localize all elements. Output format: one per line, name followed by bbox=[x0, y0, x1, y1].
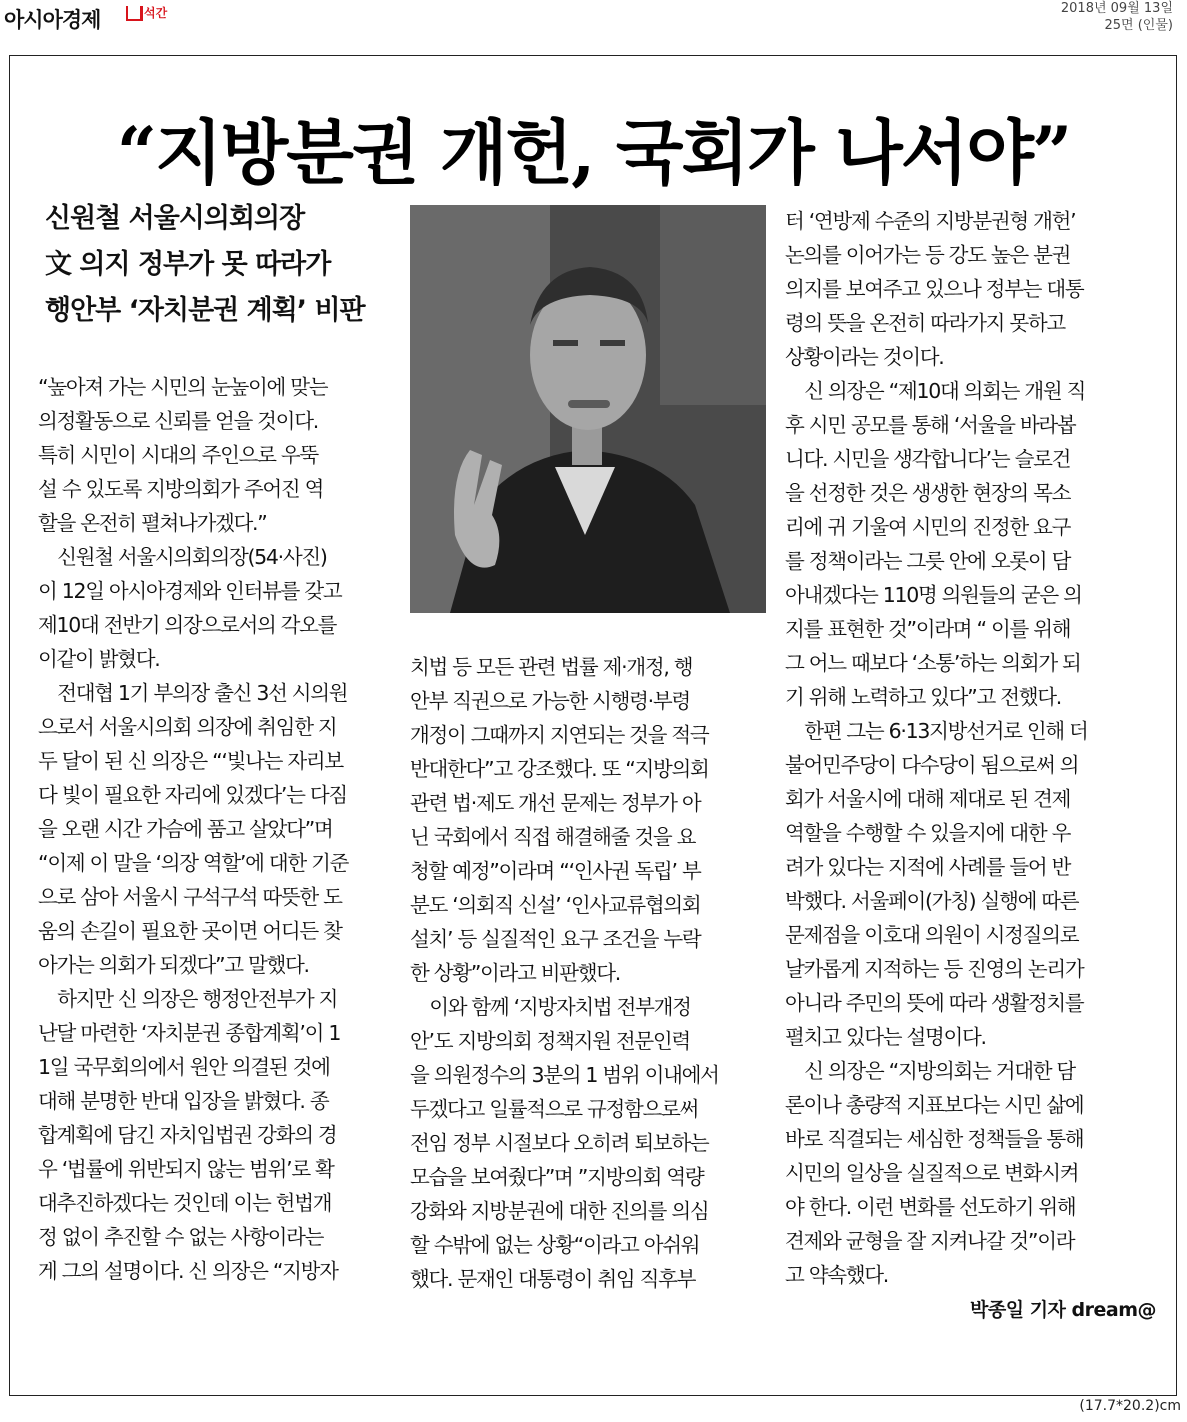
article-line: 한편 그는 6·13지방선거로 인해 더 bbox=[785, 719, 1088, 743]
article-line: 려가 있다는 지적에 사례를 들어 반 bbox=[785, 855, 1071, 879]
article-line: 을 선정한 것은 생생한 현장의 목소 bbox=[785, 481, 1071, 505]
article-line: 움의 손길이 필요한 곳이면 어디든 찾 bbox=[38, 919, 342, 943]
article-line: 의지를 보여주고 있으나 정부는 대통 bbox=[785, 277, 1084, 301]
article-line: 하지만 신 의장은 행정안전부가 지 bbox=[38, 987, 338, 1011]
article-line: 대추진하겠다는 것인데 이는 헌법개 bbox=[38, 1191, 332, 1215]
subheadlines bbox=[45, 196, 405, 334]
subheadline: 신원철 서울시의회의장 bbox=[45, 203, 305, 234]
article-line: 아가는 의회가 되겠다”고 말했다. bbox=[38, 953, 309, 977]
subheadline: 文 의지 정부가 못 따라가 bbox=[45, 249, 331, 280]
article-line: 합계획에 담긴 자치입법권 강화의 경 bbox=[38, 1123, 337, 1147]
interview-photo bbox=[410, 205, 766, 613]
article-line: 바로 직결되는 세심한 정책들을 통해 bbox=[785, 1127, 1084, 1151]
article-line: 논의를 이어가는 등 강도 높은 분권 bbox=[785, 243, 1071, 267]
article-line: 기 위해 노력하고 있다”고 전했다. bbox=[785, 685, 1061, 709]
masthead bbox=[2, 0, 1185, 34]
article-line: 불어민주당이 다수당이 됨으로써 의 bbox=[785, 753, 1079, 777]
article-line: 으로서 서울시의회 의장에 취임한 지 bbox=[38, 715, 337, 739]
article-line: 이와 함께 ‘지방자치법 전부개정 bbox=[410, 995, 691, 1019]
article-line: 그 어느 때보다 ‘소통’하는 의회가 되 bbox=[785, 651, 1081, 675]
article-line: 문제점을 이호대 의원이 시정질의로 bbox=[785, 923, 1079, 947]
article-line: 개정이 그때까지 지연되는 것을 적극 bbox=[410, 723, 709, 747]
article-line: 을 오랜 시간 가슴에 품고 살았다”며 bbox=[38, 817, 333, 841]
article-line: 고 약속했다. bbox=[785, 1263, 888, 1287]
article-line: 신 의장은 “지방의회는 거대한 담 bbox=[785, 1059, 1075, 1083]
article-line: 설 수 있도록 지방의회가 주어진 역 bbox=[38, 477, 324, 501]
article-line: 닌 국회에서 직접 해결해줄 것을 요 bbox=[410, 825, 696, 849]
article-column-2 bbox=[410, 650, 772, 1296]
article-line: 1일 국무회의에서 원안 의결된 것에 bbox=[38, 1055, 330, 1079]
article-line: 모습을 보여줬다”며 ”지방의회 역량 bbox=[410, 1165, 704, 1189]
article-line: 두 달이 된 신 의장은 “‘빛나는 자리보 bbox=[38, 749, 343, 773]
article-line: 날카롭게 지적하는 등 진영의 논리가 bbox=[785, 957, 1084, 981]
newspaper-logo: 아시아경제 bbox=[4, 8, 101, 32]
article-line: 전임 정부 시절보다 오히려 퇴보하는 bbox=[410, 1131, 709, 1155]
article-line: 전대협 1기 부의장 출신 3선 시의원 bbox=[38, 681, 348, 705]
article-line: 을 의원정수의 3분의 1 범위 이내에서 bbox=[410, 1063, 719, 1087]
article-line: 역할을 수행할 수 있을지에 대한 우 bbox=[785, 821, 1071, 845]
article-line: 두겠다고 일률적으로 규정함으로써 bbox=[410, 1097, 698, 1121]
article-line: 신 의장은 “제10대 의회는 개원 직 bbox=[785, 379, 1086, 403]
article-line: 펼치고 있다는 설명이다. bbox=[785, 1025, 986, 1049]
article-line: 우 ‘법률에 위반되지 않는 범위’로 확 bbox=[38, 1157, 334, 1181]
article-line: 안’도 지방의회 정책지원 전문인력 bbox=[410, 1029, 690, 1053]
article-column-1 bbox=[38, 370, 398, 1288]
article-column-3 bbox=[785, 204, 1149, 1292]
article-line: 특히 시민이 시대의 주인으로 우뚝 bbox=[38, 443, 318, 467]
publication-info bbox=[1061, 0, 1173, 34]
article-line: 의정활동으로 신뢰를 얻을 것이다. bbox=[38, 409, 318, 433]
article-line: 정 없이 추진할 수 없는 사항이라는 bbox=[38, 1225, 324, 1249]
article-line: 아내겠다는 110명 의원들의 굳은 의 bbox=[785, 583, 1082, 607]
byline: 박종일 기자 dream@ bbox=[970, 1299, 1156, 1321]
article-line: 안부 직권으로 가능한 시행령·부령 bbox=[410, 689, 690, 713]
article-line: 터 ‘연방제 수준의 지방분권형 개헌’ bbox=[785, 209, 1076, 233]
article-line: 할을 온전히 펼쳐나가겠다.” bbox=[38, 511, 267, 535]
headline: “지방분권 개헌, 국회가 나서야” bbox=[116, 111, 1071, 194]
article-line: 이 12일 아시아경제와 인터뷰를 갖고 bbox=[38, 579, 342, 603]
edition-label: 석간 bbox=[144, 6, 168, 20]
article-line: 아니라 주민의 뜻에 따라 생활정치를 bbox=[785, 991, 1084, 1015]
article-line: “높아져 가는 시민의 눈높이에 맞는 bbox=[38, 375, 328, 399]
edition-mark-icon bbox=[126, 6, 143, 21]
article-line: 이같이 밝혔다. bbox=[38, 647, 160, 671]
article-line: “이제 이 말을 ‘의장 역할’에 대한 기준 bbox=[38, 851, 349, 875]
article-line: 게 그의 설명이다. 신 의장은 “지방자 bbox=[38, 1259, 338, 1283]
article-line: 회가 서울시에 대해 제대로 된 견제 bbox=[785, 787, 1071, 811]
article-line: 리에 귀 기울여 시민의 진정한 요구 bbox=[785, 515, 1071, 539]
article-line: 령의 뜻을 온전히 따라가지 못하고 bbox=[785, 311, 1065, 335]
article-line: 설치’ 등 실질적인 요구 조건을 누락 bbox=[410, 927, 701, 951]
page-number: 25면 (인물) bbox=[1104, 18, 1173, 33]
article-line: 신원철 서울시의회의장(54·사진) bbox=[38, 545, 327, 569]
article-line: 견제와 균형을 잘 지켜나갈 것”이라 bbox=[785, 1229, 1075, 1253]
article-line: 상황이라는 것이다. bbox=[785, 345, 944, 369]
article-line: 지를 표현한 것”이라며 “ 이를 위해 bbox=[785, 617, 1071, 641]
subheadline: 행안부 ‘자치분권 계획’ 비판 bbox=[45, 295, 365, 326]
article-line: 박했다. 서울페이(가칭) 실행에 따른 bbox=[785, 889, 1079, 913]
publication-date: 2018년 09월 13일 bbox=[1060, 1, 1173, 16]
article-line: 제10대 전반기 의장으로서의 각오를 bbox=[38, 613, 337, 637]
article-line: 난달 마련한 ‘자치분권 종합계획’이 1 bbox=[38, 1021, 341, 1045]
article-line: 대해 분명한 반대 입장을 밝혔다. 종 bbox=[38, 1089, 329, 1113]
article-line: 반대한다”고 강조했다. 또 “지방의회 bbox=[410, 757, 709, 781]
article-line: 분도 ‘의회직 신설’ ‘인사교류협의회 bbox=[410, 893, 701, 917]
article-line: 청할 예정”이라며 “‘인사권 독립’ 부 bbox=[410, 859, 701, 883]
portrait-illustration bbox=[410, 205, 766, 613]
article-line: 으로 삼아 서울시 구석구석 따뜻한 도 bbox=[38, 885, 342, 909]
article-line: 관련 법·제도 개선 문제는 정부가 아 bbox=[410, 791, 701, 815]
article-line: 를 정책이라는 그릇 안에 오롯이 담 bbox=[785, 549, 1071, 573]
article-line: 후 시민 공모를 통해 ‘서울을 바라봅 bbox=[785, 413, 1076, 437]
article-line: 다 빛이 필요한 자리에 있겠다’는 다짐 bbox=[38, 783, 347, 807]
article-line: 한 상황”이라고 비판했다. bbox=[410, 961, 620, 985]
article-line: 야 한다. 이런 변화를 선도하기 위해 bbox=[785, 1195, 1076, 1219]
article-line: 강화와 지방분권에 대한 진의를 의심 bbox=[410, 1199, 709, 1223]
article-line: 론이나 총량적 지표보다는 시민 삶에 bbox=[785, 1093, 1084, 1117]
article-line: 치법 등 모든 관련 법률 제·개정, 행 bbox=[410, 655, 693, 679]
article-line: 할 수밖에 없는 상황“이라고 아쉬워 bbox=[410, 1233, 700, 1257]
article-line: 시민의 일상을 실질적으로 변화시켜 bbox=[785, 1161, 1079, 1185]
article-line: 니다. 시민을 생각합니다’는 슬로건 bbox=[785, 447, 1071, 471]
size-note: (17.7*20.2)cm bbox=[1079, 1398, 1181, 1414]
article-line: 했다. 문재인 대통령이 취임 직후부 bbox=[410, 1267, 696, 1291]
